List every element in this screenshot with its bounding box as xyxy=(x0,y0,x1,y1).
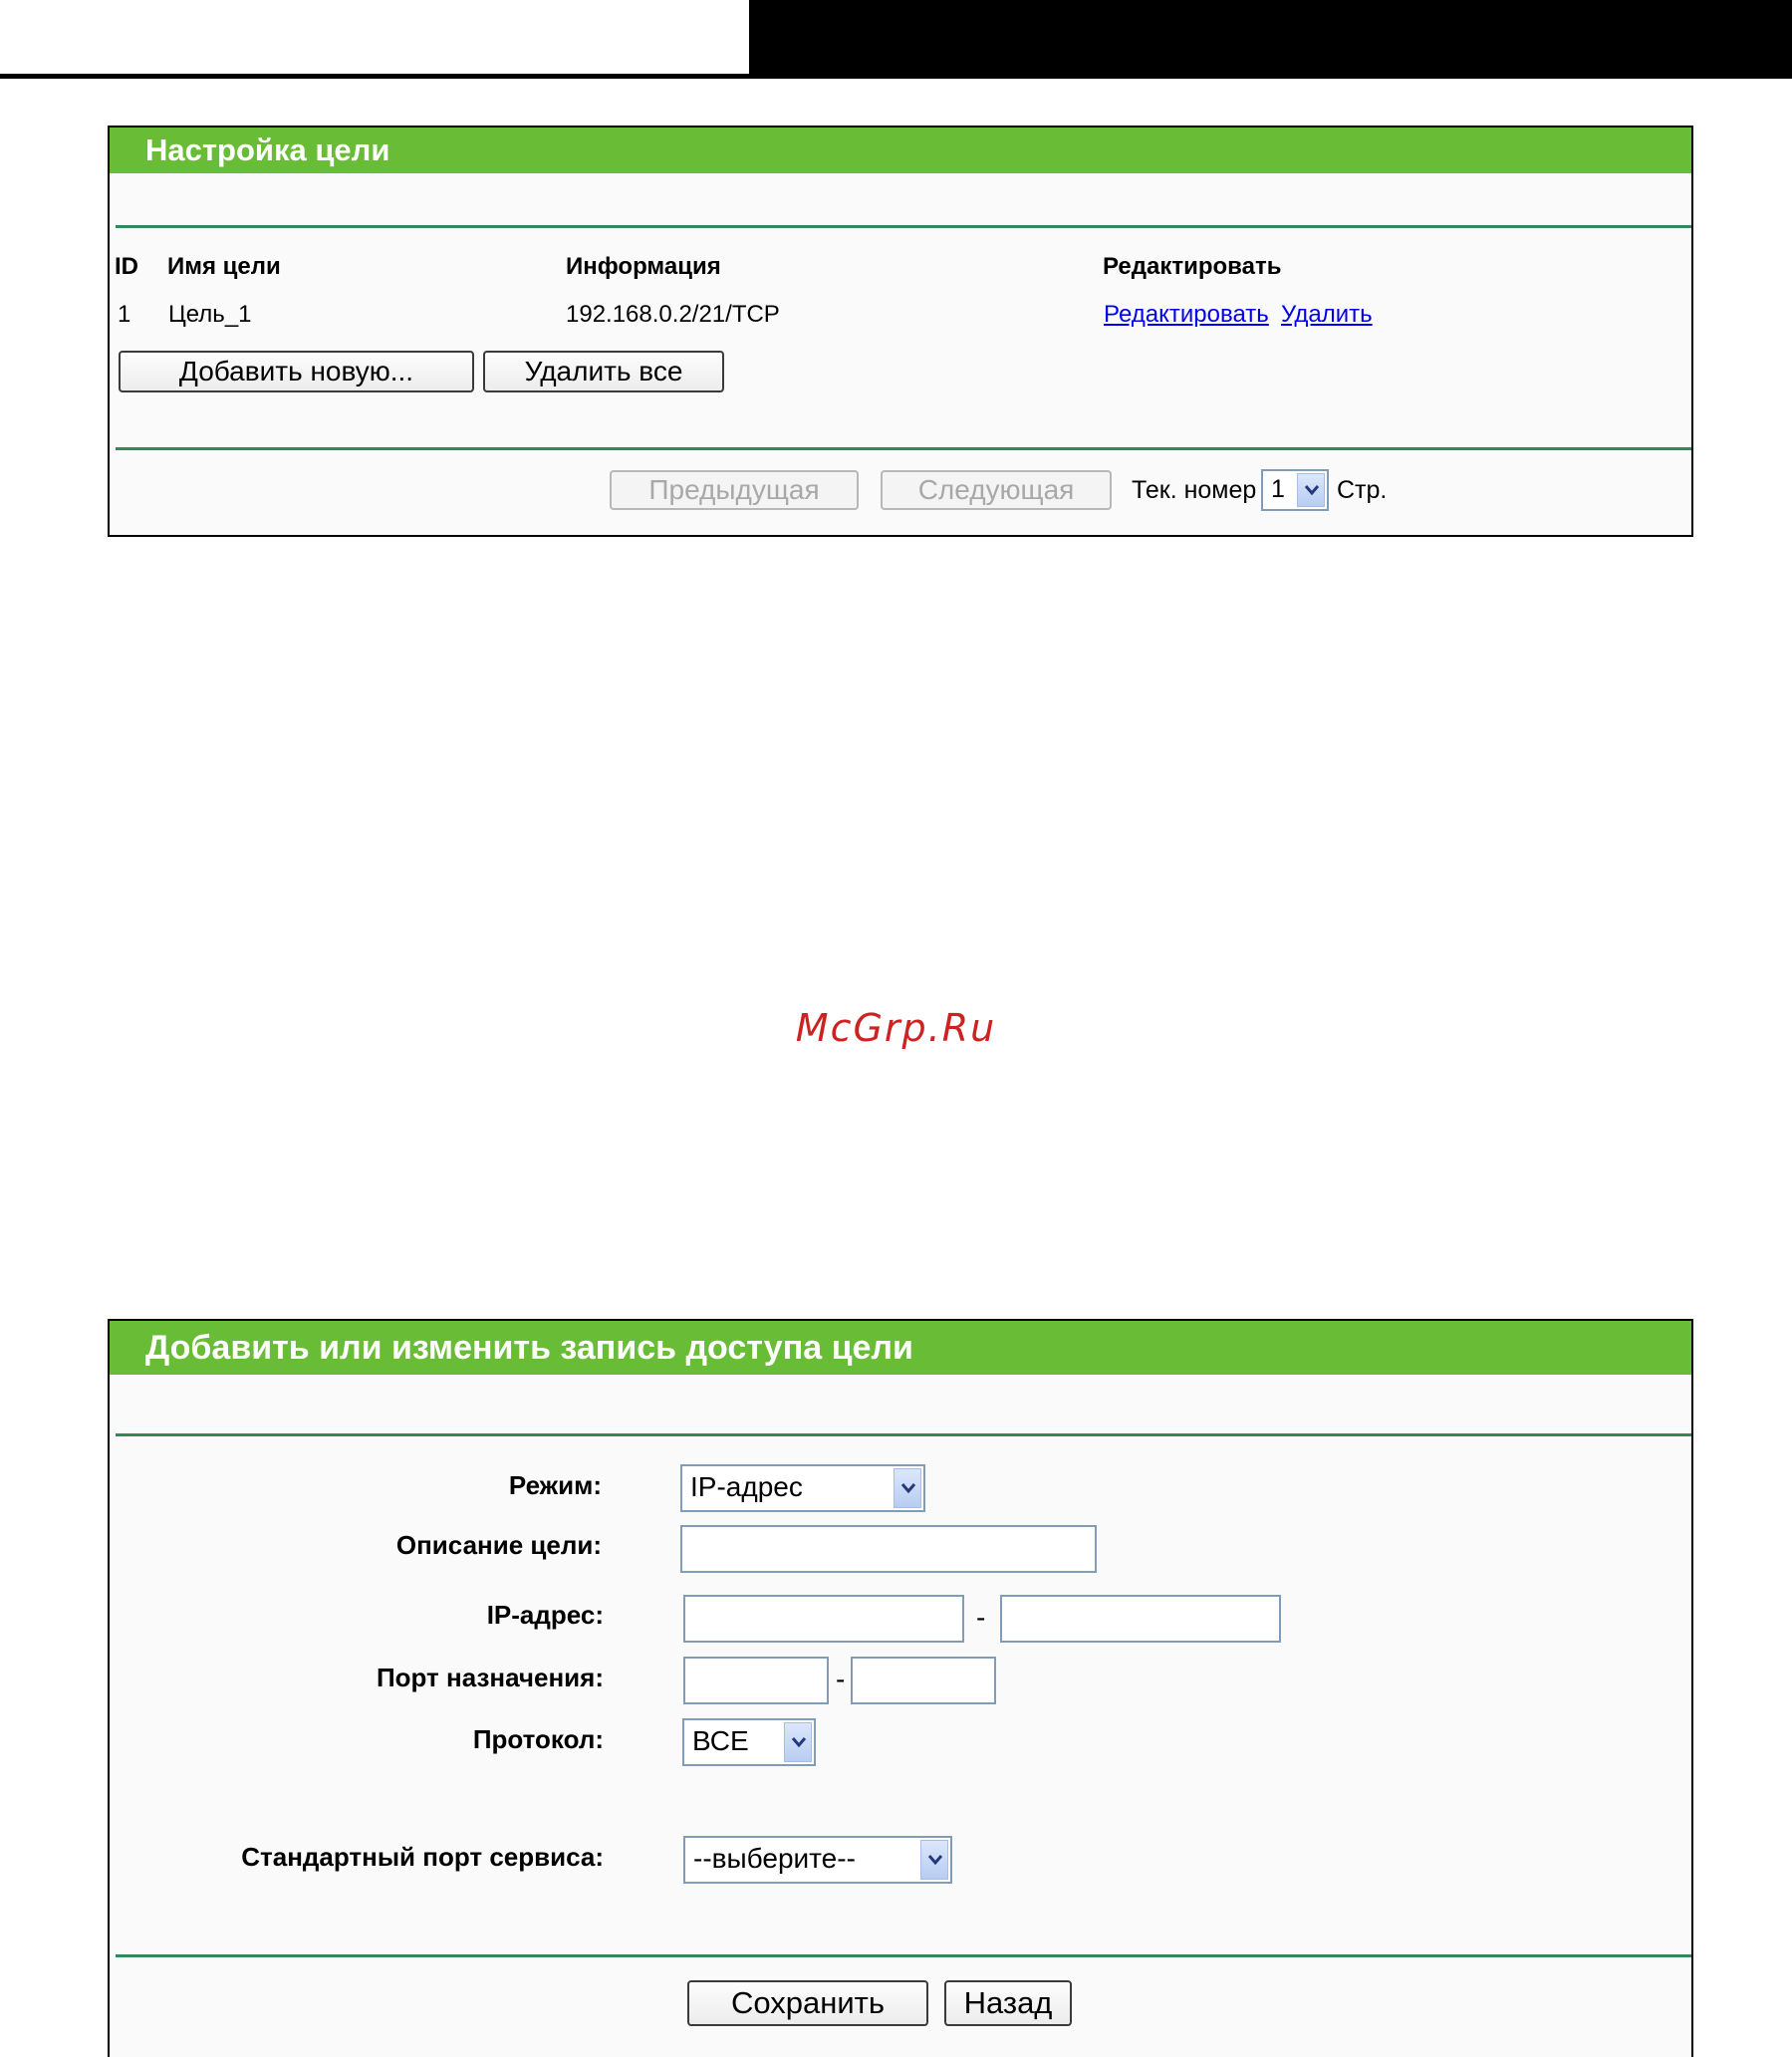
service-label: Стандартный порт сервиса: xyxy=(241,1842,604,1872)
chevron-down-icon xyxy=(784,1722,812,1762)
chevron-down-icon xyxy=(1297,473,1325,507)
delete-link[interactable]: Удалить xyxy=(1281,301,1373,328)
row-id: 1 xyxy=(118,301,131,328)
next-page-button[interactable]: Следующая xyxy=(881,470,1112,510)
row-info: 192.168.0.2/21/TCP xyxy=(566,301,780,328)
chevron-down-icon xyxy=(920,1840,948,1880)
protocol-select[interactable] xyxy=(682,1718,816,1766)
edit-link[interactable]: Редактировать xyxy=(1104,301,1269,328)
divider xyxy=(116,447,1691,450)
service-select-value: --выберите-- xyxy=(693,1843,856,1874)
ip-start-input[interactable] xyxy=(683,1595,964,1643)
divider xyxy=(116,1433,1691,1436)
ip-label: IP-адрес: xyxy=(486,1600,604,1630)
mode-select[interactable] xyxy=(680,1464,925,1512)
description-input[interactable] xyxy=(680,1525,1097,1573)
port-range-dash: - xyxy=(836,1664,846,1694)
top-rule xyxy=(0,74,1792,79)
prev-page-button[interactable]: Предыдущая xyxy=(610,470,859,510)
protocol-label: Протокол: xyxy=(472,1724,604,1754)
divider xyxy=(116,225,1691,228)
page-label: Тек. номер xyxy=(1132,476,1257,504)
description-label: Описание цели: xyxy=(395,1530,602,1560)
add-new-button[interactable]: Добавить новую... xyxy=(119,351,474,392)
port-end-input[interactable] xyxy=(851,1657,996,1704)
col-header-info: Информация xyxy=(566,253,721,280)
page-suffix: Стр. xyxy=(1337,476,1388,504)
row-name: Цель_1 xyxy=(168,301,252,328)
save-button[interactable]: Сохранить xyxy=(687,1980,928,2026)
divider xyxy=(116,1954,1691,1957)
panel-title: Добавить или изменить запись доступа цели xyxy=(110,1321,1691,1375)
edit-target-panel xyxy=(108,1319,1693,2057)
col-header-name: Имя цели xyxy=(167,253,281,280)
protocol-select-value: ВСЕ xyxy=(692,1725,749,1756)
watermark: McGrp.Ru xyxy=(795,1006,997,1050)
port-start-input[interactable] xyxy=(683,1657,829,1704)
delete-all-button[interactable]: Удалить все xyxy=(483,351,724,392)
service-select[interactable] xyxy=(683,1836,952,1884)
back-button[interactable]: Назад xyxy=(944,1980,1072,2026)
panel-title: Настройка цели xyxy=(110,128,1691,173)
col-header-id: ID xyxy=(115,253,138,280)
top-black-bar xyxy=(749,0,1792,74)
col-header-edit: Редактировать xyxy=(1103,253,1282,280)
mode-label: Режим: xyxy=(508,1470,602,1500)
port-label: Порт назначения: xyxy=(376,1663,604,1692)
page-select[interactable] xyxy=(1261,469,1329,511)
page-select-value: 1 xyxy=(1271,475,1285,503)
ip-end-input[interactable] xyxy=(1000,1595,1281,1643)
target-settings-panel xyxy=(108,126,1693,537)
chevron-down-icon xyxy=(894,1468,921,1508)
ip-range-dash: - xyxy=(976,1602,986,1633)
mode-select-value: IP-адрес xyxy=(690,1471,803,1502)
